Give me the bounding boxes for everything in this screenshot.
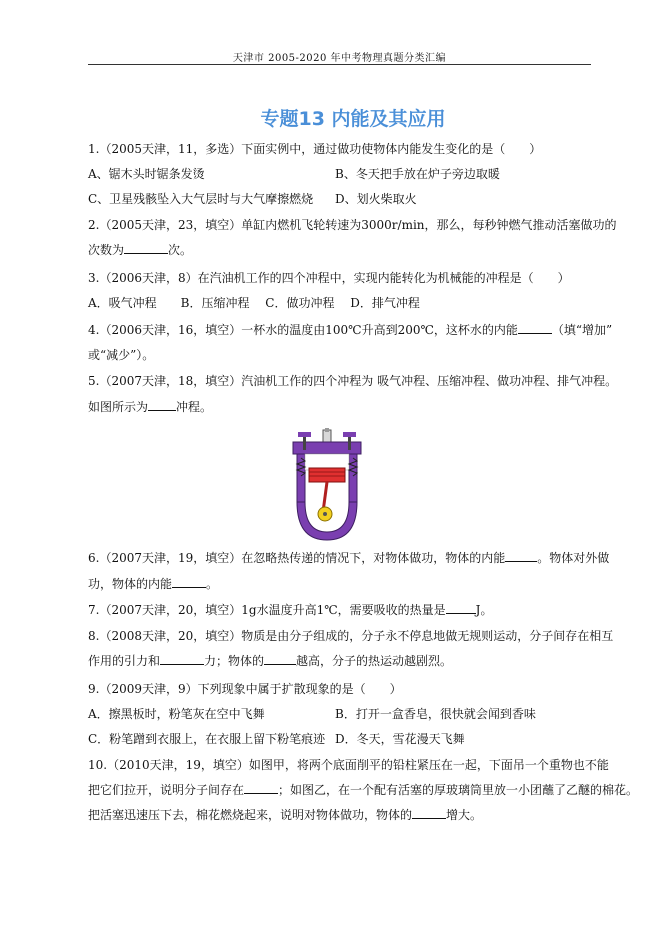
engine-cylinder-figure xyxy=(287,428,367,543)
q5-line1: 5.（2007天津，18，填空）汽油机工作的四个冲程为 吸气冲程、压缩冲程、做功冲程、排气冲程。 xyxy=(88,374,618,388)
q10-blank-2[interactable] xyxy=(412,807,446,819)
q6-blank-1[interactable] xyxy=(505,550,537,562)
q3-options: A．吸气冲程 B．压缩冲程 C．做功冲程 D．排气冲程 xyxy=(88,296,420,310)
q9-option-a: A．擦黑板时，粉笔灰在空中飞舞 xyxy=(88,707,265,721)
q2-line2 xyxy=(88,242,192,258)
q4-blank[interactable] xyxy=(518,322,552,334)
q10-line2 xyxy=(88,782,638,798)
q2-text-b: 次。 xyxy=(168,243,193,257)
q8-line2 xyxy=(88,653,452,669)
q1-option-a: A、锯木头时锯条发烫 xyxy=(88,167,205,181)
q1-option-c: C、卫星残骸坠入大气层时与大气摩擦燃烧 xyxy=(88,192,314,206)
q9-option-d: D．冬天，雪花漫天飞舞 xyxy=(335,732,465,746)
q6-text-a: 6.（2007天津，19，填空）在忽略热传递的情况下，对物体做功，物体的内能 xyxy=(88,551,506,565)
q7-text-a: 7.（2007天津，20，填空）1g水温度升高1℃，需要吸收的热量是 xyxy=(88,603,446,617)
q6-text-c: 功，物体的内能 xyxy=(88,577,173,591)
q4-text-a: 4.（2006天津，16，填空）一杯水的温度由100℃升高到200℃，这杯水的内能 xyxy=(88,323,518,337)
q8-text-a: 作用的引力和 xyxy=(88,654,161,668)
q6-line2 xyxy=(88,576,218,592)
q10-line3 xyxy=(88,807,482,823)
page-title: 专题13 内能及其应用 xyxy=(260,108,446,130)
q2-line1: 2.（2005天津，23，填空）单缸内燃机飞轮转速为3000r/min，那么，每秒钟燃气推动活塞做功的 xyxy=(88,218,617,232)
q8-text-b: 力；物体的 xyxy=(204,654,265,668)
q9-stem: 9.（2009天津，9）下列现象中属于扩散现象的是（ ） xyxy=(88,682,402,696)
q4-line1 xyxy=(88,322,612,338)
q9-option-b: B．打开一盒香皂，很快就会闻到香味 xyxy=(335,707,536,721)
q4-line2: 或“减少”）。 xyxy=(88,348,155,362)
q7-text-b: J。 xyxy=(475,603,493,617)
q8-line1: 8.（2008天津，20，填空）物质是由分子组成的，分子永不停息地做无规则运动，分子间存在相互 xyxy=(88,629,614,643)
q2-text-a: 次数为 xyxy=(88,243,125,257)
q6-text-d: 。 xyxy=(206,577,219,591)
q10-line1: 10.（2010天津，19，填空）如图甲，将两个底面削平的铅柱紧压在一起，下面吊一个重物也不能 xyxy=(88,758,609,772)
q5-blank[interactable] xyxy=(148,399,176,411)
q3-stem: 3.（2006天津，8）在汽油机工作的四个冲程中，实现内能转化为机械能的冲程是（ ） xyxy=(88,271,570,285)
q5-line2 xyxy=(88,399,212,415)
q10-blank-1[interactable] xyxy=(244,782,278,794)
q7-line xyxy=(88,602,492,618)
q5-text-a: 如图所示为 xyxy=(88,400,149,414)
q8-text-c: 越高，分子的热运动越剧烈。 xyxy=(296,654,453,668)
q1-option-b: B、冬天把手放在炉子旁边取暖 xyxy=(335,167,500,181)
q9-option-c: C．粉笔蹭到衣服上，在衣服上留下粉笔痕迹 xyxy=(88,732,326,746)
q6-line1 xyxy=(88,550,609,566)
q7-blank[interactable] xyxy=(446,602,476,614)
q1-stem: 1.（2005天津，11，多选）下面实例中，通过做功使物体内能发生变化的是（ ） xyxy=(88,142,542,156)
q10-text-b: ；如图乙，在一个配有活塞的厚玻璃筒里放一小团蘸了乙醚的棉花。 xyxy=(278,783,639,797)
q4-text-b: （填“增加” xyxy=(551,323,613,337)
q8-blank-1[interactable] xyxy=(160,653,204,665)
q6-blank-2[interactable] xyxy=(172,576,206,588)
q2-blank[interactable] xyxy=(124,242,168,254)
q5-text-b: 冲程。 xyxy=(176,400,213,414)
q6-text-b: 。物体对外做 xyxy=(537,551,610,565)
q10-text-d: 增大。 xyxy=(446,808,483,822)
q1-option-d: D、划火柴取火 xyxy=(335,192,417,206)
q10-text-a: 把它们拉开，说明分子间存在 xyxy=(88,783,245,797)
q8-blank-2[interactable] xyxy=(264,653,296,665)
q10-text-c: 把活塞迅速压下去，棉花燃烧起来，说明对物体做功，物体的 xyxy=(88,808,413,822)
header-divider xyxy=(88,64,591,65)
page-header: 天津市 2005-2020 年中考物理真题分类汇编 xyxy=(232,53,447,64)
